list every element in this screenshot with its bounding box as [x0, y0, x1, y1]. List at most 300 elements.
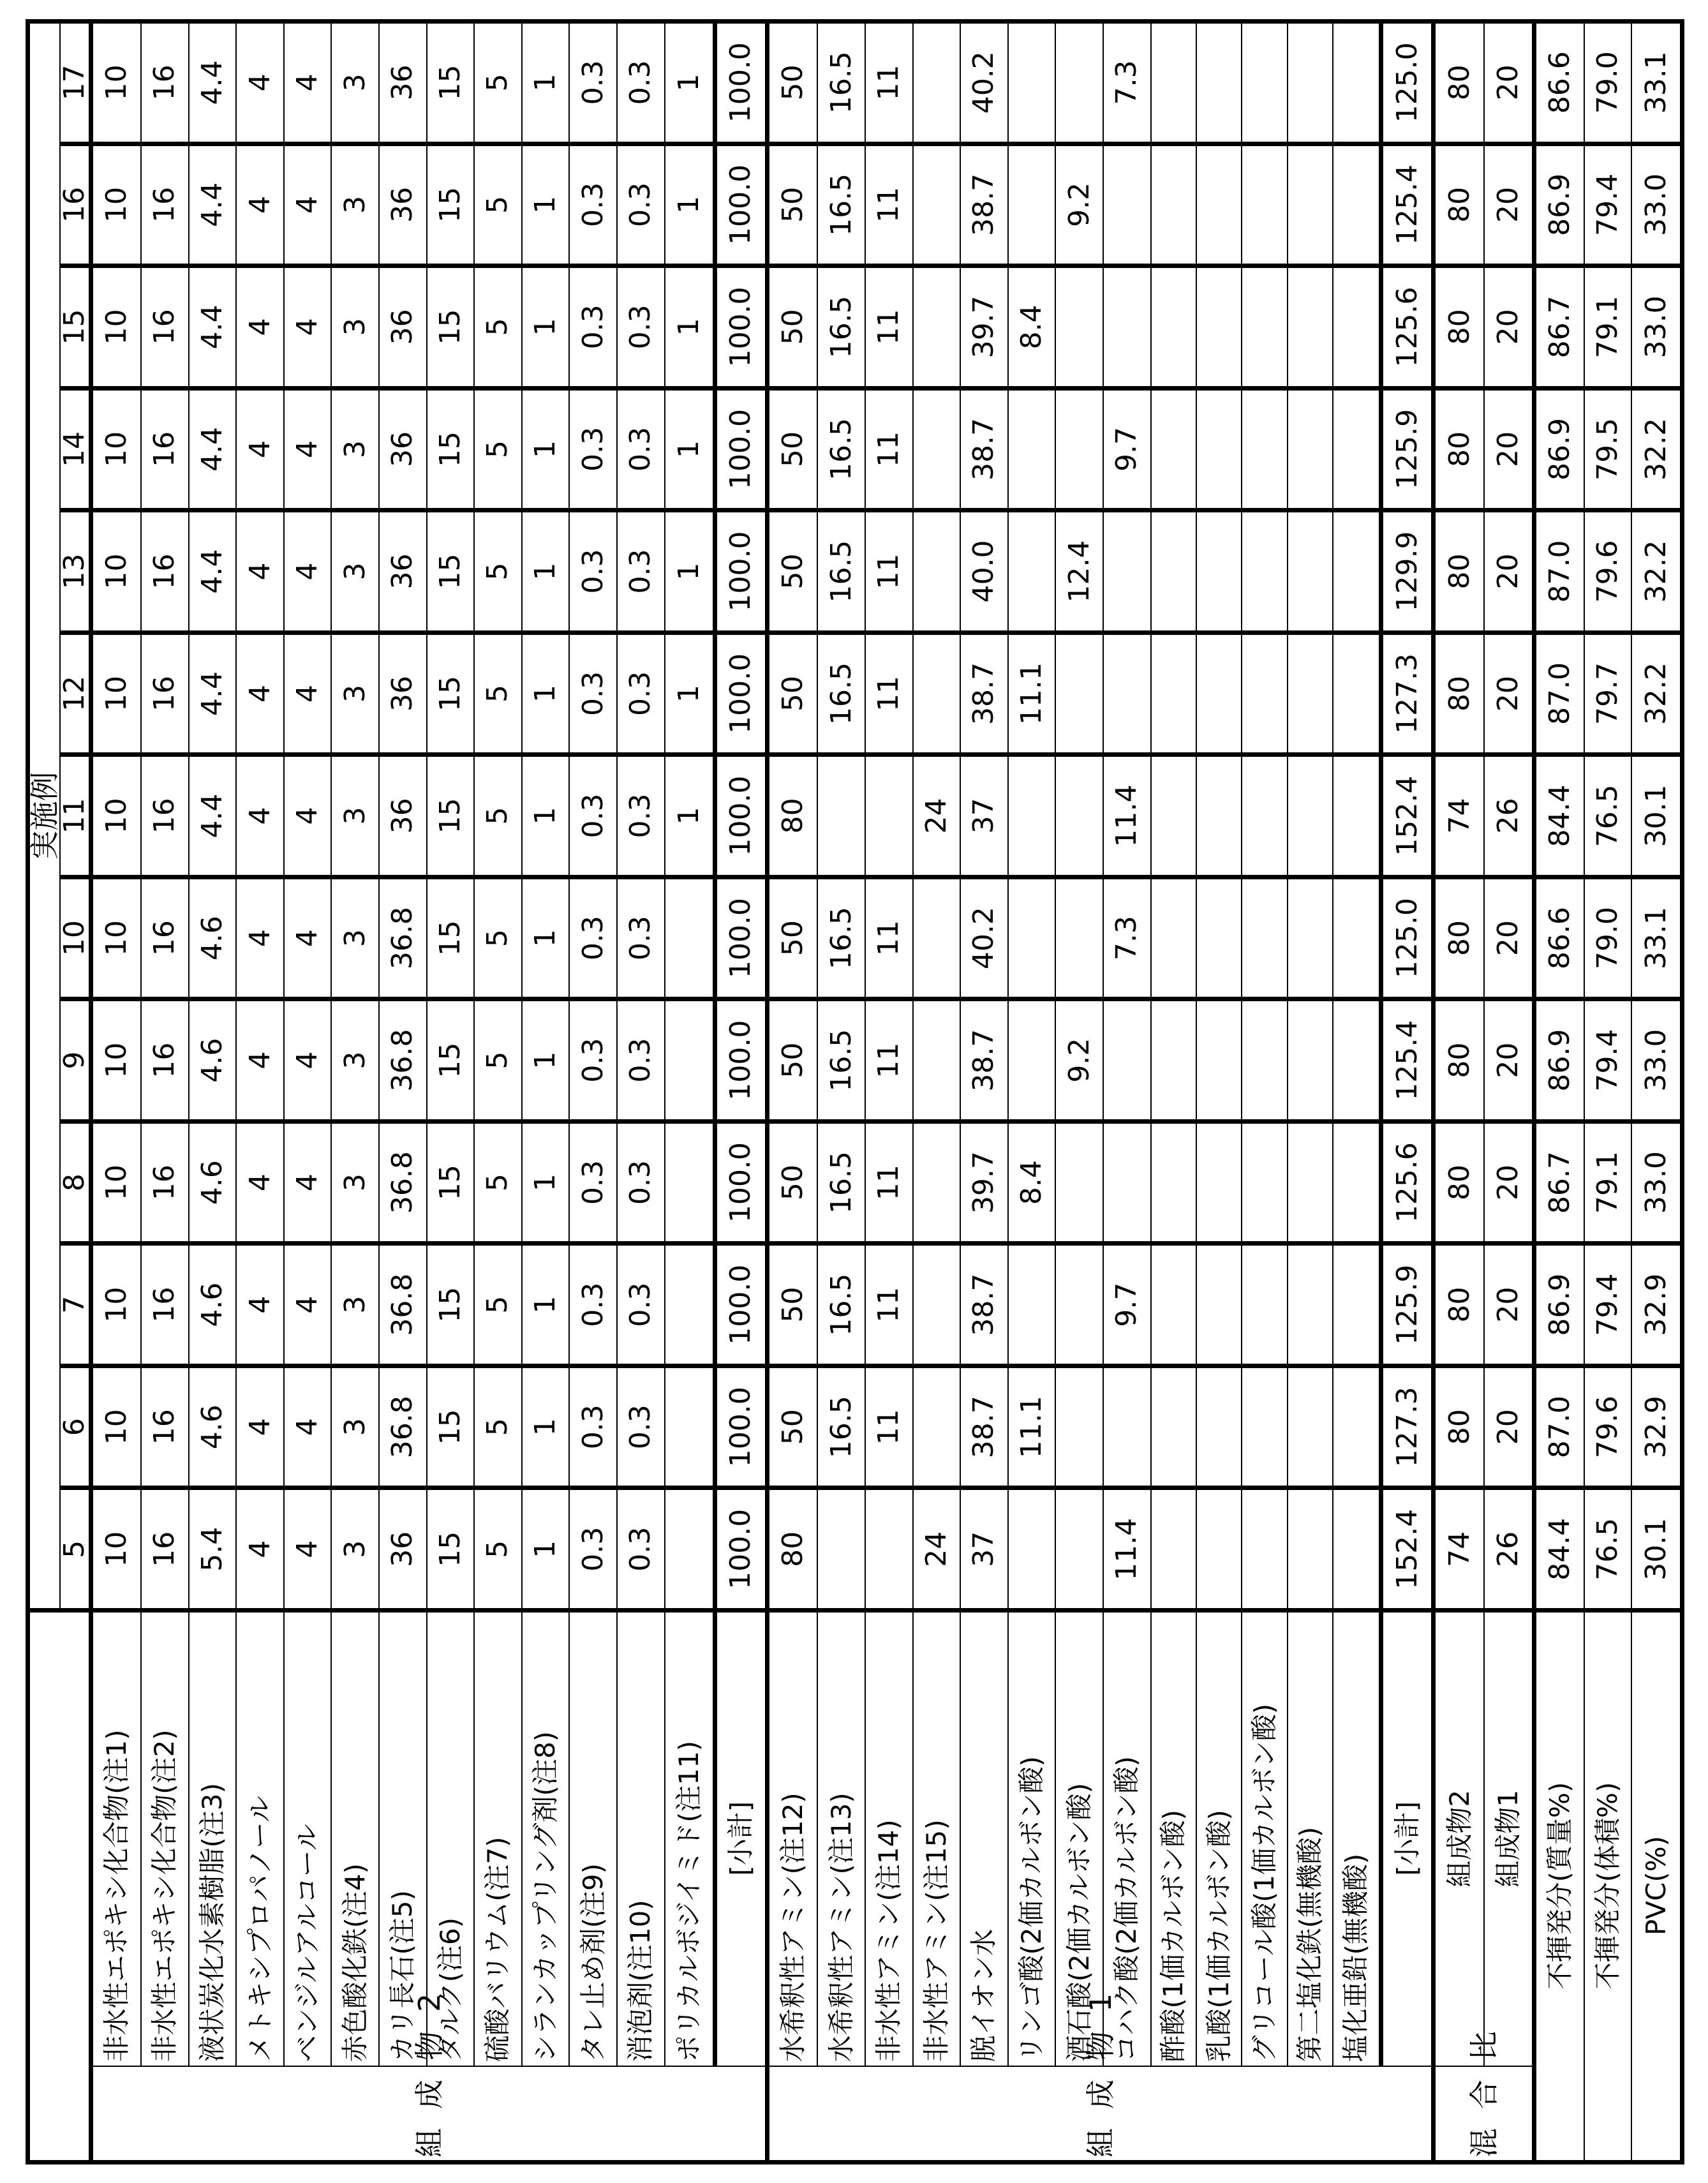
table-cell: 125.6	[1381, 266, 1434, 389]
table-cell: 0.3	[617, 1366, 665, 1488]
table-cell: 4	[236, 510, 284, 633]
table-cell: 5	[474, 1366, 522, 1488]
table-cell: 4	[284, 388, 332, 510]
table-cell: 4.6	[189, 1121, 237, 1244]
table-cell	[1288, 755, 1333, 877]
table-cell: 0.3	[569, 1488, 617, 1611]
table-cell	[1196, 877, 1242, 999]
table-cell	[1055, 266, 1103, 389]
table-row	[1242, 22, 1287, 2163]
table-cell: 5.4	[189, 1488, 237, 1611]
table-cell: 4	[284, 999, 332, 1122]
table-cell: 152.4	[1381, 755, 1434, 877]
table-cell: 10	[91, 999, 142, 1122]
table-cell: 16.5	[817, 266, 865, 389]
table-cell: 4	[284, 632, 332, 755]
table-cell: 86.6	[1534, 22, 1584, 144]
table-row	[817, 22, 865, 2163]
table-cell: 16.5	[817, 22, 865, 144]
table-cell	[1333, 1244, 1381, 1366]
table-cell: 3	[331, 755, 379, 877]
table-cell	[1151, 144, 1196, 266]
table-cell	[1008, 388, 1056, 510]
table-cell: 0.3	[569, 1244, 617, 1366]
table-cell: 4	[284, 877, 332, 999]
table-cell: 16	[141, 388, 189, 510]
table-cell	[1151, 1121, 1196, 1244]
table-cell: 4	[284, 755, 332, 877]
table-cell: 15	[427, 1121, 475, 1244]
table-cell: 1	[665, 755, 715, 877]
table-cell: 100.0	[715, 877, 768, 999]
table-row	[1151, 22, 1196, 2163]
table-cell: 16	[141, 877, 189, 999]
table-cell: 80	[1434, 510, 1484, 633]
table-cell: 5	[474, 144, 522, 266]
table-cell: 11	[865, 1366, 913, 1488]
table-cell: 50	[768, 877, 818, 999]
table-cell: 39.7	[960, 266, 1008, 389]
table-cell: 11	[865, 266, 913, 389]
table-cell: 0.3	[569, 266, 617, 389]
table-cell: 0.3	[617, 999, 665, 1122]
example-number-header: 13	[60, 510, 91, 633]
table-cell: 50	[768, 388, 818, 510]
table-cell	[913, 1244, 961, 1366]
table-cell: 79.7	[1584, 632, 1632, 755]
table-cell	[1008, 877, 1056, 999]
table-cell: 0.3	[569, 22, 617, 144]
table-cell	[1333, 1488, 1381, 1611]
table-cell	[1288, 144, 1333, 266]
table-cell	[1055, 1488, 1103, 1611]
table-cell: 15	[427, 755, 475, 877]
table-cell: 8.4	[1008, 266, 1056, 389]
table-cell: 10	[91, 266, 142, 389]
table-cell: 100.0	[715, 1488, 768, 1611]
table-cell: 80	[1434, 1121, 1484, 1244]
table-cell: 15	[427, 1366, 475, 1488]
example-number-header: 9	[60, 999, 91, 1122]
table-cell: 10	[91, 1366, 142, 1488]
table-cell: 36	[379, 22, 427, 144]
table-cell: 4	[284, 1488, 332, 1611]
table-cell	[1103, 1366, 1151, 1488]
table-cell	[1151, 999, 1196, 1122]
table-cell	[817, 1488, 865, 1611]
table-cell: 10	[91, 877, 142, 999]
table-row	[474, 22, 522, 2163]
table-cell: 16.5	[817, 388, 865, 510]
table-cell: 4	[236, 1366, 284, 1488]
table-cell	[1055, 1121, 1103, 1244]
table-cell: 0.3	[617, 510, 665, 633]
row-label: リンゴ酸(2価カルボン酸)	[1008, 1611, 1056, 2067]
table-cell: 32.2	[1631, 632, 1682, 755]
table-cell: 20	[1484, 266, 1534, 389]
row-label: 水希釈性アミン(注12)	[768, 1611, 818, 2067]
table-cell	[1288, 632, 1333, 755]
row-label: 第二塩化鉄(無機酸)	[1288, 1611, 1333, 2067]
table-cell: 1	[522, 877, 570, 999]
table-row	[141, 22, 189, 2163]
table-cell: 5	[474, 999, 522, 1122]
table-cell	[1196, 632, 1242, 755]
table-cell: 16.5	[817, 999, 865, 1122]
table-row	[1584, 22, 1632, 2163]
table-cell: 9.7	[1103, 1244, 1151, 1366]
table-cell: 152.4	[1381, 1488, 1434, 1611]
table-cell	[1333, 1121, 1381, 1244]
table-cell: 3	[331, 22, 379, 144]
table-cell: 86.7	[1534, 266, 1584, 389]
table-cell: 40.2	[960, 877, 1008, 999]
table-cell	[1055, 877, 1103, 999]
table-cell	[1055, 632, 1103, 755]
table-cell: 4.4	[189, 510, 237, 633]
table-cell: 0.3	[569, 144, 617, 266]
table-cell: 5	[474, 877, 522, 999]
table-cell: 36.8	[379, 1121, 427, 1244]
table-row	[284, 22, 332, 2163]
table-cell	[1333, 144, 1381, 266]
row-label: 塩化亜鉛(無機酸)	[1333, 1611, 1381, 2067]
table-cell: 79.0	[1584, 22, 1632, 144]
table-cell: 50	[768, 22, 818, 144]
table-cell: 50	[768, 1366, 818, 1488]
table-cell: 4.4	[189, 632, 237, 755]
row-label: ベンジルアルコール	[284, 1611, 332, 2067]
table-cell: 20	[1484, 510, 1534, 633]
table-cell: 4.6	[189, 1366, 237, 1488]
table-cell: 3	[331, 1366, 379, 1488]
table-cell: 33.0	[1631, 266, 1682, 389]
table-cell: 1	[665, 510, 715, 633]
table-cell: 100.0	[715, 266, 768, 389]
table-cell: 36	[379, 510, 427, 633]
table-row	[522, 22, 570, 2163]
table-cell	[1196, 999, 1242, 1122]
table-cell: 10	[91, 22, 142, 144]
table-cell	[1055, 22, 1103, 144]
table-cell: 15	[427, 144, 475, 266]
header-corner	[28, 1611, 91, 2163]
table-cell: 125.9	[1381, 1244, 1434, 1366]
row-label: カリ長石(注5)	[379, 1611, 427, 2067]
table-cell: 16	[141, 1121, 189, 1244]
table-cell: 36.8	[379, 1244, 427, 1366]
table-row	[715, 22, 768, 2163]
table-cell: 4.6	[189, 999, 237, 1122]
table-cell	[1288, 510, 1333, 633]
row-label: グリコール酸(1価カルボン酸)	[1242, 1611, 1287, 2067]
table-cell: 4.4	[189, 388, 237, 510]
table-cell: 16.5	[817, 510, 865, 633]
table-cell	[1196, 266, 1242, 389]
table-cell: 5	[474, 22, 522, 144]
table-cell: 79.4	[1584, 999, 1632, 1122]
table-cell: 3	[331, 144, 379, 266]
table-cell	[1288, 22, 1333, 144]
table-cell: 15	[427, 510, 475, 633]
table-cell: 79.0	[1584, 877, 1632, 999]
table-cell	[1008, 22, 1056, 144]
table-cell: 33.0	[1631, 999, 1682, 1122]
table-cell: 11	[865, 1244, 913, 1366]
table-cell: 100.0	[715, 510, 768, 633]
table-cell: 50	[768, 144, 818, 266]
table-cell: 20	[1484, 1121, 1534, 1244]
table-cell	[1242, 510, 1287, 633]
table-cell: 32.9	[1631, 1244, 1682, 1366]
table-cell: 15	[427, 632, 475, 755]
table-cell: 100.0	[715, 1244, 768, 1366]
table-cell: 5	[474, 388, 522, 510]
table-cell: 50	[768, 1244, 818, 1366]
row-label: 脱イオン水	[960, 1611, 1008, 2067]
table-cell: 3	[331, 1121, 379, 1244]
table-cell	[1333, 266, 1381, 389]
table-cell: 8.4	[1008, 1121, 1056, 1244]
table-row	[1103, 22, 1151, 2163]
table-row	[379, 22, 427, 2163]
table-cell: 37	[960, 1488, 1008, 1611]
table-cell	[1196, 388, 1242, 510]
table-cell: 3	[331, 510, 379, 633]
table-cell: 86.9	[1534, 388, 1584, 510]
table-cell	[1151, 877, 1196, 999]
table-cell: 20	[1484, 999, 1534, 1122]
table-cell: 33.1	[1631, 877, 1682, 999]
table-cell: 11	[865, 877, 913, 999]
table-cell: 33.0	[1631, 1121, 1682, 1244]
row-group-label: 組成物1	[768, 2067, 1434, 2163]
table-cell: 0.3	[569, 1121, 617, 1244]
table-cell: 4	[236, 1121, 284, 1244]
table-cell: 11	[865, 144, 913, 266]
table-cell: 100.0	[715, 388, 768, 510]
table-cell: 1	[665, 266, 715, 389]
table-cell	[1008, 144, 1056, 266]
table-cell: 16	[141, 1488, 189, 1611]
table-cell: 80	[1434, 1366, 1484, 1488]
table-cell: 4	[284, 266, 332, 389]
table-cell	[1288, 266, 1333, 389]
table-cell: 5	[474, 632, 522, 755]
row-label: 硫酸バリウム(注7)	[474, 1611, 522, 2067]
table-cell: 3	[331, 1244, 379, 1366]
table-cell: 127.3	[1381, 632, 1434, 755]
row-label: 不揮発分(質量%)	[1534, 1611, 1584, 2163]
table-cell: 0.3	[617, 22, 665, 144]
table-cell: 16.5	[817, 632, 865, 755]
table-cell: 80	[1434, 999, 1484, 1122]
table-cell: 11	[865, 999, 913, 1122]
table-cell	[1242, 1488, 1287, 1611]
table-cell	[1333, 632, 1381, 755]
table-cell: 0.3	[569, 1366, 617, 1488]
table-cell	[1103, 632, 1151, 755]
row-label: 非水性アミン(注14)	[865, 1611, 913, 2067]
table-cell: 5	[474, 755, 522, 877]
row-group-label: 組成物2	[91, 2067, 768, 2163]
table-cell: 11	[865, 510, 913, 633]
row-label: 水希釈性アミン(注13)	[817, 1611, 865, 2067]
row-label: 赤色酸化鉄(注4)	[331, 1611, 379, 2067]
table-cell: 4	[284, 144, 332, 266]
table-cell	[913, 1366, 961, 1488]
table-cell: 0.3	[617, 388, 665, 510]
table-cell: 15	[427, 999, 475, 1122]
table-cell: 1	[665, 144, 715, 266]
table-cell	[1151, 1488, 1196, 1611]
rotated-table-wrapper	[26, 19, 1684, 2164]
table-cell: 4	[236, 1244, 284, 1366]
table-cell: 11.1	[1008, 632, 1056, 755]
table-cell	[665, 1488, 715, 1611]
row-label: 液状炭化水素樹脂(注3)	[189, 1611, 237, 2067]
table-cell	[1196, 755, 1242, 877]
table-cell: 4	[236, 22, 284, 144]
table-cell	[1196, 144, 1242, 266]
table-cell: 84.4	[1534, 755, 1584, 877]
table-cell: 100.0	[715, 144, 768, 266]
table-cell: 36	[379, 1488, 427, 1611]
table-row	[1055, 22, 1103, 2163]
table-cell	[1055, 1244, 1103, 1366]
table-cell	[665, 1366, 715, 1488]
table-cell: 15	[427, 877, 475, 999]
table-row	[960, 22, 1008, 2163]
table-cell: 3	[331, 1488, 379, 1611]
table-cell	[1151, 755, 1196, 877]
table-cell: 4.4	[189, 266, 237, 389]
table-cell: 4.4	[189, 755, 237, 877]
example-number-header: 10	[60, 877, 91, 999]
row-label: [小計]	[1381, 1611, 1434, 2067]
table-cell	[913, 877, 961, 999]
table-row	[768, 22, 818, 2163]
table-cell	[1055, 388, 1103, 510]
table-cell: 125.0	[1381, 22, 1434, 144]
table-cell: 10	[91, 144, 142, 266]
table-cell: 86.9	[1534, 999, 1584, 1122]
table-cell	[1103, 144, 1151, 266]
table-cell: 3	[331, 999, 379, 1122]
table-cell: 87.0	[1534, 632, 1584, 755]
table-cell: 11	[865, 388, 913, 510]
table-cell: 40.0	[960, 510, 1008, 633]
row-label: 非水性エポキシ化合物(注2)	[141, 1611, 189, 2067]
table-cell: 74	[1434, 755, 1484, 877]
table-cell: 32.9	[1631, 1366, 1682, 1488]
table-cell: 26	[1484, 755, 1534, 877]
table-cell: 0.3	[617, 266, 665, 389]
table-cell: 3	[331, 388, 379, 510]
table-cell: 4	[284, 1121, 332, 1244]
table-cell: 5	[474, 510, 522, 633]
table-cell: 20	[1484, 144, 1534, 266]
table-cell: 16	[141, 510, 189, 633]
table-cell: 79.4	[1584, 144, 1632, 266]
row-label: シランカップリング剤(注8)	[522, 1611, 570, 2067]
table-cell: 0.3	[617, 755, 665, 877]
table-cell: 36.8	[379, 999, 427, 1122]
table-cell	[1288, 388, 1333, 510]
table-cell	[913, 999, 961, 1122]
table-cell: 100.0	[715, 1366, 768, 1488]
table-cell: 80	[1434, 877, 1484, 999]
table-cell: 11.4	[1103, 755, 1151, 877]
table-cell	[913, 144, 961, 266]
table-cell: 5	[474, 1244, 522, 1366]
table-cell: 0.3	[617, 1121, 665, 1244]
table-cell: 50	[768, 1121, 818, 1244]
table-cell	[1103, 266, 1151, 389]
example-number-header: 5	[60, 1488, 91, 1611]
table-cell: 4	[236, 755, 284, 877]
table-cell	[665, 999, 715, 1122]
table-cell	[1333, 22, 1381, 144]
table-cell	[1151, 632, 1196, 755]
table-cell	[1103, 510, 1151, 633]
table-cell	[1288, 1244, 1333, 1366]
table-cell	[913, 266, 961, 389]
table-cell: 1	[522, 755, 570, 877]
table-cell: 4	[236, 388, 284, 510]
table-cell: 79.5	[1584, 388, 1632, 510]
table-cell: 9.2	[1055, 999, 1103, 1122]
table-cell: 24	[913, 1488, 961, 1611]
row-label: ポリカルボジイミド(注11)	[665, 1611, 715, 2067]
table-cell: 36	[379, 266, 427, 389]
table-cell: 4	[284, 1366, 332, 1488]
table-cell	[1242, 1121, 1287, 1244]
table-row	[1381, 22, 1434, 2163]
row-label: 組成物1	[1484, 1611, 1534, 2067]
table-cell	[1288, 1121, 1333, 1244]
table-cell: 129.9	[1381, 510, 1434, 633]
table-cell: 50	[768, 266, 818, 389]
table-row	[1484, 22, 1534, 2163]
table-cell: 80	[1434, 388, 1484, 510]
table-cell: 9.2	[1055, 144, 1103, 266]
table-cell	[1242, 1366, 1287, 1488]
table-cell: 24	[913, 755, 961, 877]
table-cell: 100.0	[715, 755, 768, 877]
table-row	[913, 22, 961, 2163]
table-cell: 4	[284, 1244, 332, 1366]
table-cell: 1	[522, 1121, 570, 1244]
table-cell: 1	[522, 999, 570, 1122]
table-cell: 86.9	[1534, 144, 1584, 266]
table-cell: 16.5	[817, 877, 865, 999]
row-label: [小計]	[715, 1611, 768, 2067]
table-cell: 10	[91, 1244, 142, 1366]
table-cell: 11	[865, 1121, 913, 1244]
table-cell: 4	[236, 266, 284, 389]
table-cell	[1333, 510, 1381, 633]
table-cell	[913, 1121, 961, 1244]
row-label: 消泡剤(注10)	[617, 1611, 665, 2067]
row-label: タルク(注6)	[427, 1611, 475, 2067]
table-cell: 125.9	[1381, 388, 1434, 510]
table-cell: 20	[1484, 877, 1534, 999]
table-cell: 32.2	[1631, 388, 1682, 510]
table-cell: 76.5	[1584, 755, 1632, 877]
table-cell: 16	[141, 632, 189, 755]
table-cell: 1	[522, 388, 570, 510]
